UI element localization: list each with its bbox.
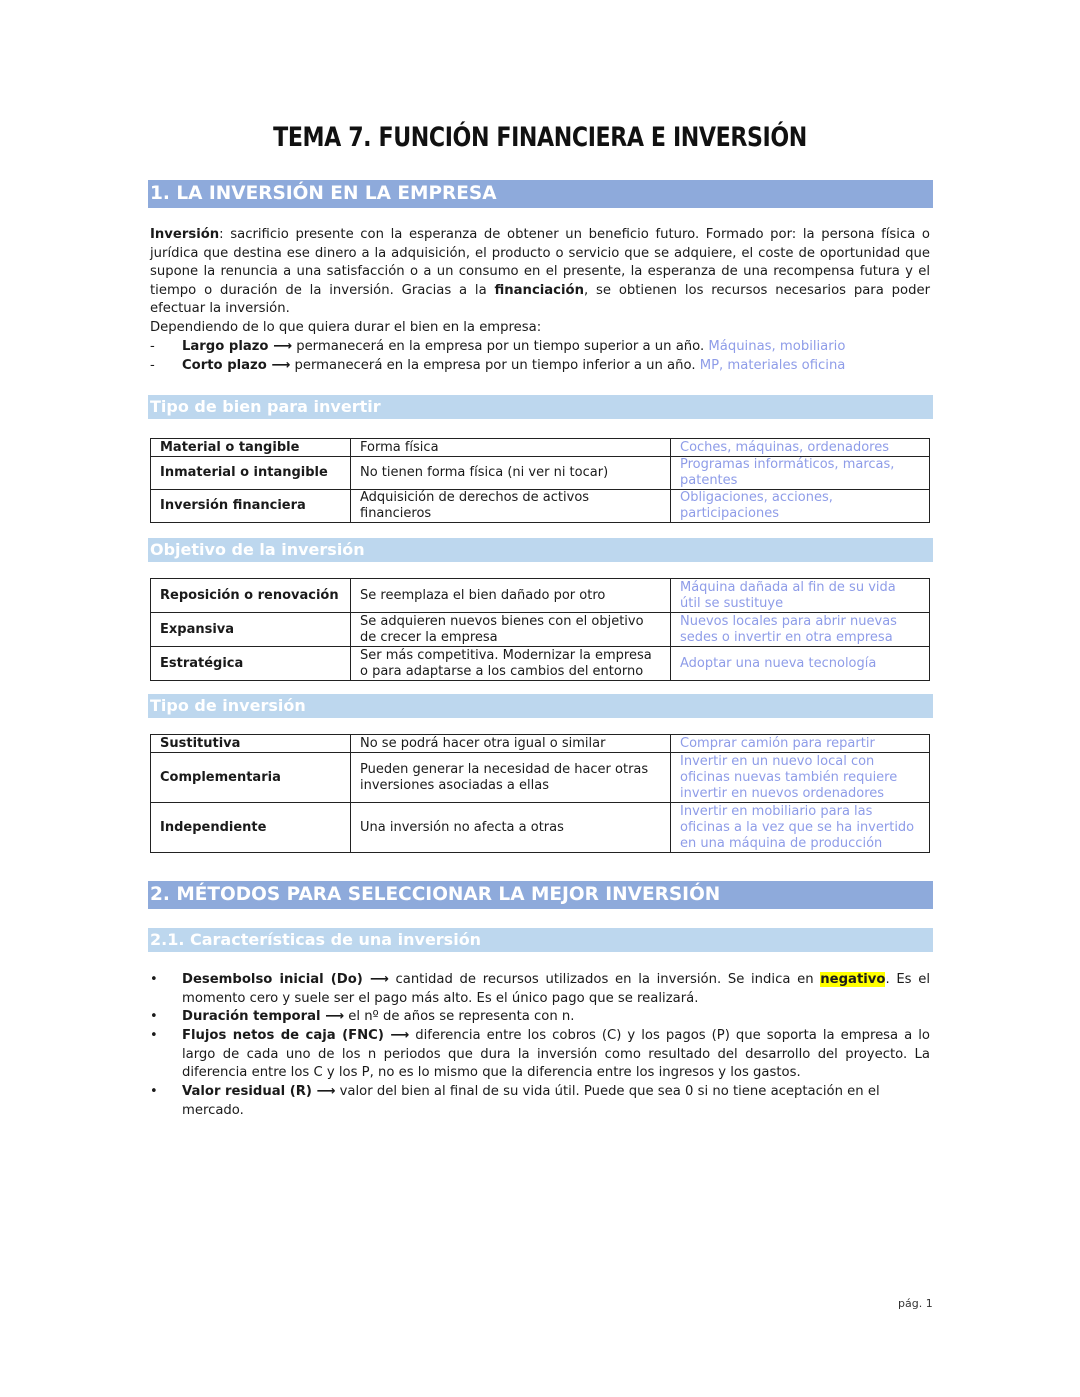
section-2-1-heading: 2.1. Características de una inversión: [148, 928, 933, 952]
table-row: [151, 439, 930, 457]
section-2-heading: 2. MÉTODOS PARA SELECCIONAR LA MEJOR INVERSIÓN: [148, 881, 933, 909]
bullet-marker: •: [150, 1009, 158, 1024]
bullet-term: Duración temporal ⟶: [182, 1009, 345, 1024]
table-cell-name: Inversión financiera: [151, 490, 351, 523]
bullet-text: el nº de años se representa con n.: [344, 1009, 575, 1024]
table-cell-desc: No tienen forma física (ni ver ni tocar): [351, 457, 671, 490]
definition-text-1: : sacrificio presente con la esperanza de obtener un beneficio futuro. Formado por: la persona física o jurídica que destina ese dinero a la adquisición, el producto o servicio que se adquiere, el coste de oportunidad que supone la renuncia a una satisfacción o a un consumo en el presente, la esperanza de una recompensa futura y el tiempo o duración de la inversión. Gracias a la: [150, 227, 930, 298]
list-item: [150, 338, 930, 357]
inversion-definition: [150, 226, 930, 319]
table-cell-name: Expansiva: [151, 613, 351, 647]
table-row: [151, 490, 930, 523]
tipo-bien-table: [150, 438, 930, 523]
list-item: [150, 1083, 930, 1120]
bullet-marker: •: [150, 1084, 158, 1099]
table-cell-name: Complementaria: [151, 753, 351, 803]
list-item: [150, 1008, 930, 1027]
table-cell-desc: Se adquieren nuevos bienes con el objetivo de crecer la empresa: [351, 613, 671, 647]
table-cell-desc: Adquisición de derechos de activos financieros: [351, 490, 671, 523]
table-cell-name: Reposición o renovación: [151, 579, 351, 613]
list-item: [150, 1027, 930, 1083]
table-cell-example: Adoptar una nueva tecnología: [671, 647, 930, 681]
objetivo-heading: Objetivo de la inversión: [148, 538, 933, 562]
table-cell-example: Coches, máquinas, ordenadores: [671, 439, 930, 457]
table-cell-example: Máquina dañada al fin de su vida útil se sustituye: [671, 579, 930, 613]
table-cell-desc: Ser más competitiva. Modernizar la empresa o para adaptarse a los cambios del entorno: [351, 647, 671, 681]
list-item: [150, 357, 930, 376]
table-cell-desc: Una inversión no afecta a otras: [351, 803, 671, 853]
bullet-marker: •: [150, 972, 158, 987]
table-cell-example: Nuevos locales para abrir nuevas sedes o invertir en otra empresa: [671, 613, 930, 647]
table-row: [151, 647, 930, 681]
bullet-text-2: . Es el momento cero y suele ser el pago más alto. Es el único pago que se realizará.: [182, 972, 930, 1006]
bullet-term: Valor residual (R) ⟶: [182, 1084, 336, 1099]
table-cell-example: Invertir en un nuevo local con oficinas nuevas también requiere invertir en nuevos ordenadores: [671, 753, 930, 803]
section-1-heading: 1. LA INVERSIÓN EN LA EMPRESA: [148, 180, 933, 208]
table-cell-example: Obligaciones, acciones, participaciones: [671, 490, 930, 523]
largo-plazo-example: Máquinas, mobiliario: [708, 339, 846, 354]
table-cell-example: Comprar camión para repartir: [671, 735, 930, 753]
highlighted-term: negativo: [820, 972, 886, 987]
table-row: [151, 457, 930, 490]
table-cell-name: Material o tangible: [151, 439, 351, 457]
bullet-text: diferencia entre los cobros (C) y los pagos (P) que soporta la empresa a lo largo de cada uno de los n periodos que dura la inversión como resultado del desarrollo del proyecto. La diferencia entre los C y los P, no es lo mismo que la diferencia entre los ingresos y los gastos.: [182, 1028, 930, 1081]
table-cell-name: Inmaterial o intangible: [151, 457, 351, 490]
objetivo-table: [150, 578, 930, 681]
table-row: [151, 803, 930, 853]
corto-plazo-term: Corto plazo ⟶: [182, 358, 291, 373]
dash-marker: -: [150, 339, 155, 354]
table-cell-name: Estratégica: [151, 647, 351, 681]
largo-plazo-text: permanecerá en la empresa por un tiempo superior a un año.: [292, 339, 709, 354]
bullet-text: valor del bien al final de su vida útil. Puede que sea 0 si no tiene aceptación en el mercado.: [182, 1084, 880, 1118]
bullet-marker: •: [150, 1028, 158, 1043]
inversion-term: Inversión: [150, 227, 220, 242]
table-cell-desc: Se reemplaza el bien dañado por otro: [351, 579, 671, 613]
corto-plazo-text: permanecerá en la empresa por un tiempo inferior a un año.: [290, 358, 700, 373]
financiacion-term: financiación: [494, 282, 584, 298]
table-row: [151, 735, 930, 753]
bullet-term: Flujos netos de caja (FNC) ⟶: [182, 1028, 410, 1043]
tipo-inversion-table: [150, 734, 930, 853]
table-cell-name: Sustitutiva: [151, 735, 351, 753]
dash-marker: -: [150, 358, 155, 373]
largo-plazo-term: Largo plazo ⟶: [182, 339, 292, 354]
list-item: [150, 971, 930, 1008]
tipo-inversion-heading: Tipo de inversión: [148, 694, 933, 718]
tipo-bien-heading: Tipo de bien para invertir: [148, 395, 933, 419]
corto-plazo-example: MP, materiales oficina: [699, 358, 846, 373]
table-cell-name: Independiente: [151, 803, 351, 853]
table-row: [151, 613, 930, 647]
table-cell-desc: No se podrá hacer otra igual o similar: [351, 735, 671, 753]
table-cell-example: Invertir en mobiliario para las oficinas a la vez que se ha invertido en una máquina de producción: [671, 803, 930, 853]
bullet-text: cantidad de recursos utilizados en la inversión. Se indica en: [388, 972, 821, 987]
depend-intro: Dependiendo de lo que quiera durar el bien en la empresa:: [150, 320, 542, 335]
table-row: [151, 753, 930, 803]
page-number: pág. 1: [898, 1297, 933, 1310]
table-cell-desc: Pueden generar la necesidad de hacer otras inversiones asociadas a ellas: [351, 753, 671, 803]
table-row: [151, 579, 930, 613]
definition-text-2: , se obtienen los recursos necesarios para poder efectuar la inversión.: [150, 282, 930, 317]
bullet-term: Desembolso inicial (Do) ⟶: [182, 972, 389, 987]
page-title: TEMA 7. FUNCIÓN FINANCIERA E INVERSIÓN: [273, 122, 807, 153]
table-cell-desc: Forma física: [351, 439, 671, 457]
table-cell-example: Programas informáticos, marcas, patentes: [671, 457, 930, 490]
